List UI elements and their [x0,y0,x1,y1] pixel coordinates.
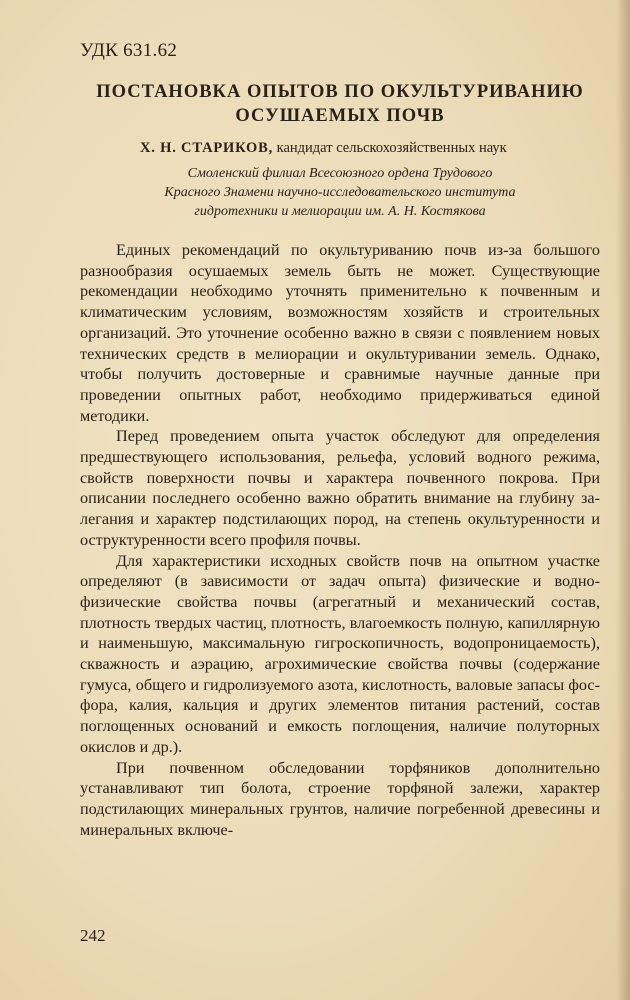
paragraph: Перед проведением опыта участок обследуют для определения предшествующего использования, рельефа, условий водного режима, свойств поверхности почвы и характера почвенного покрова. При описании последнего особенно важно обратить внимание на глубину залегания и характер подстилающих пород, на степень окультуренности и оструктуренности всего профиля почвы. [80,427,600,549]
article-title [80,80,600,128]
paragraph: При почвенном обследовании торфяников дополнительно устанавливают тип болота, строение торфяной залежи, характер подстилающих минеральных грунтов, наличие погребенной древесины и минеральных включе- [80,758,600,839]
affiliation [120,164,560,221]
affiliation-line: Красного Знамени научно-исследовательского института [164,185,516,200]
affiliation-line: Смоленский филиал Всесоюзного ордена Трудового [187,166,493,181]
paragraph: Единых рекомендаций по окультуриванию почв из-за большого разнообразия осушаемых земель быть не может. Существующие рекомендации необходимо уточнять применительно к почвенным и климатическим условиям, возможностям хозяйств и строительных организаций. Это уточнение особенно важно в связи с появлением новых технических средств в мелиорации и окультуривании земель. Однако, чтобы получить достоверные и сравнимые научные данные при проведении опытных работ, необходимо придерживаться единой методики. [80,241,600,425]
author-line [140,140,507,157]
udk-code: УДК 631.62 [80,40,178,61]
title-line: ПОСТАНОВКА ОПЫТОВ ПО ОКУЛЬТУРИВАНИЮ [96,82,584,102]
author-name: Х. Н. СТАРИКОВ, [140,140,274,156]
affiliation-line: гидротехники и мелиорации им. А. Н. Костякова [194,204,486,219]
author-degree: кандидат сельскохозяйственных наук [276,140,507,156]
article-body [80,240,600,840]
page-number: 242 [80,926,106,945]
title-line: ОСУШАЕМЫХ ПОЧВ [235,106,445,126]
paragraph: Для характеристики исходных свойств почв на опытном участке определяют (в зависимости от задач опыта) физические и водно-физические свойства почвы (агрегатный и механический состав, плотность твердых частиц, плотность, влагоемкость полную, капиллярную и наименьшую, максимальную гигроскопичность, водопроницаемость), скважность и аэрацию, агрохимические свойства почвы (содержание гумуса, общего и гидролизуемого азота, кислотность, валовые запасы фосфора, калия, кальция и других элементов питания растений, состав поглощенных оснований и емкость поглощения, наличие полуторных окислов и др.). [80,551,600,756]
